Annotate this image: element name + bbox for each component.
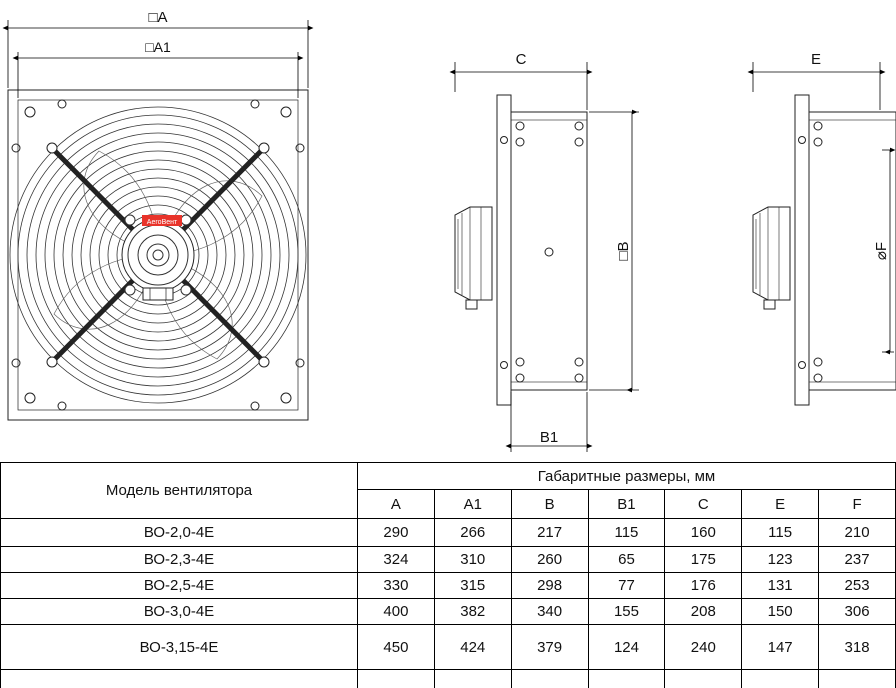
cell-c: 176 xyxy=(665,573,742,599)
column-header-e: E xyxy=(742,490,819,519)
cell-empty xyxy=(588,670,665,688)
cell-c: 240 xyxy=(665,625,742,670)
dimension-e-label: E xyxy=(811,51,821,68)
side-view-c xyxy=(455,95,587,405)
cell-a1: 315 xyxy=(434,573,511,599)
dimension-e xyxy=(753,62,880,110)
front-view xyxy=(8,90,308,420)
cell-c: 175 xyxy=(665,547,742,573)
column-header-b1: B1 xyxy=(588,490,665,519)
cell-b1: 115 xyxy=(588,519,665,547)
model-name: ВО-2,0-4Е xyxy=(1,519,358,547)
cell-a: 290 xyxy=(358,519,435,547)
table-body xyxy=(1,519,896,688)
cell-e: 123 xyxy=(742,547,819,573)
cell-c: 208 xyxy=(665,599,742,625)
cell-b: 340 xyxy=(511,599,588,625)
table-header-row-1 xyxy=(1,463,896,490)
dimension-a-label: □A xyxy=(148,9,167,26)
cell-f: 253 xyxy=(819,573,896,599)
dimension-a1-label: □A1 xyxy=(145,39,171,55)
cell-f: 318 xyxy=(819,625,896,670)
table-row xyxy=(1,519,896,547)
table-head xyxy=(1,463,896,519)
model-name: ВО-2,5-4Е xyxy=(1,573,358,599)
brand-logo xyxy=(142,215,182,226)
cell-a: 450 xyxy=(358,625,435,670)
cell-empty xyxy=(665,670,742,688)
cell-a1: 382 xyxy=(434,599,511,625)
cell-empty xyxy=(434,670,511,688)
dimension-c xyxy=(455,62,587,110)
dimension-c-label: C xyxy=(516,51,527,68)
cell-b: 298 xyxy=(511,573,588,599)
cell-empty xyxy=(742,670,819,688)
cell-f: 210 xyxy=(819,519,896,547)
table-row xyxy=(1,625,896,670)
dimensions-group-header: Габаритные размеры, мм xyxy=(358,463,896,490)
cell-a1: 424 xyxy=(434,625,511,670)
dimension-b-label: □B xyxy=(615,241,632,260)
column-header-c: C xyxy=(665,490,742,519)
logo-text: AeroВент xyxy=(147,219,178,226)
model-column-header: Модель вентилятора xyxy=(1,463,358,519)
cell-b1: 155 xyxy=(588,599,665,625)
cell-empty xyxy=(1,670,358,688)
column-header-b: B xyxy=(511,490,588,519)
cell-e: 147 xyxy=(742,625,819,670)
model-name: ВО-3,0-4Е xyxy=(1,599,358,625)
dimensions-table xyxy=(0,462,896,688)
cell-a: 330 xyxy=(358,573,435,599)
column-header-a1: A1 xyxy=(434,490,511,519)
column-header-a: A xyxy=(358,490,435,519)
cell-a: 324 xyxy=(358,547,435,573)
model-name: ВО-2,3-4Е xyxy=(1,547,358,573)
cell-a: 400 xyxy=(358,599,435,625)
cell-b1: 124 xyxy=(588,625,665,670)
cell-empty xyxy=(511,670,588,688)
cell-empty xyxy=(819,670,896,688)
cell-b: 217 xyxy=(511,519,588,547)
cell-b1: 77 xyxy=(588,573,665,599)
column-header-f: F xyxy=(819,490,896,519)
cell-b: 260 xyxy=(511,547,588,573)
cell-f: 306 xyxy=(819,599,896,625)
table-row xyxy=(1,547,896,573)
cell-a1: 266 xyxy=(434,519,511,547)
dimension-f-label: ⌀F xyxy=(873,242,890,260)
model-name: ВО-3,15-4Е xyxy=(1,625,358,670)
cell-b1: 65 xyxy=(588,547,665,573)
cell-e: 115 xyxy=(742,519,819,547)
dimension-b1-label: B1 xyxy=(540,429,558,446)
cell-b: 379 xyxy=(511,625,588,670)
table-row xyxy=(1,573,896,599)
cell-empty xyxy=(358,670,435,688)
cell-c: 160 xyxy=(665,519,742,547)
cell-f: 237 xyxy=(819,547,896,573)
table-row-empty xyxy=(1,670,896,688)
cell-e: 131 xyxy=(742,573,819,599)
table-row xyxy=(1,599,896,625)
cell-e: 150 xyxy=(742,599,819,625)
cell-a1: 310 xyxy=(434,547,511,573)
